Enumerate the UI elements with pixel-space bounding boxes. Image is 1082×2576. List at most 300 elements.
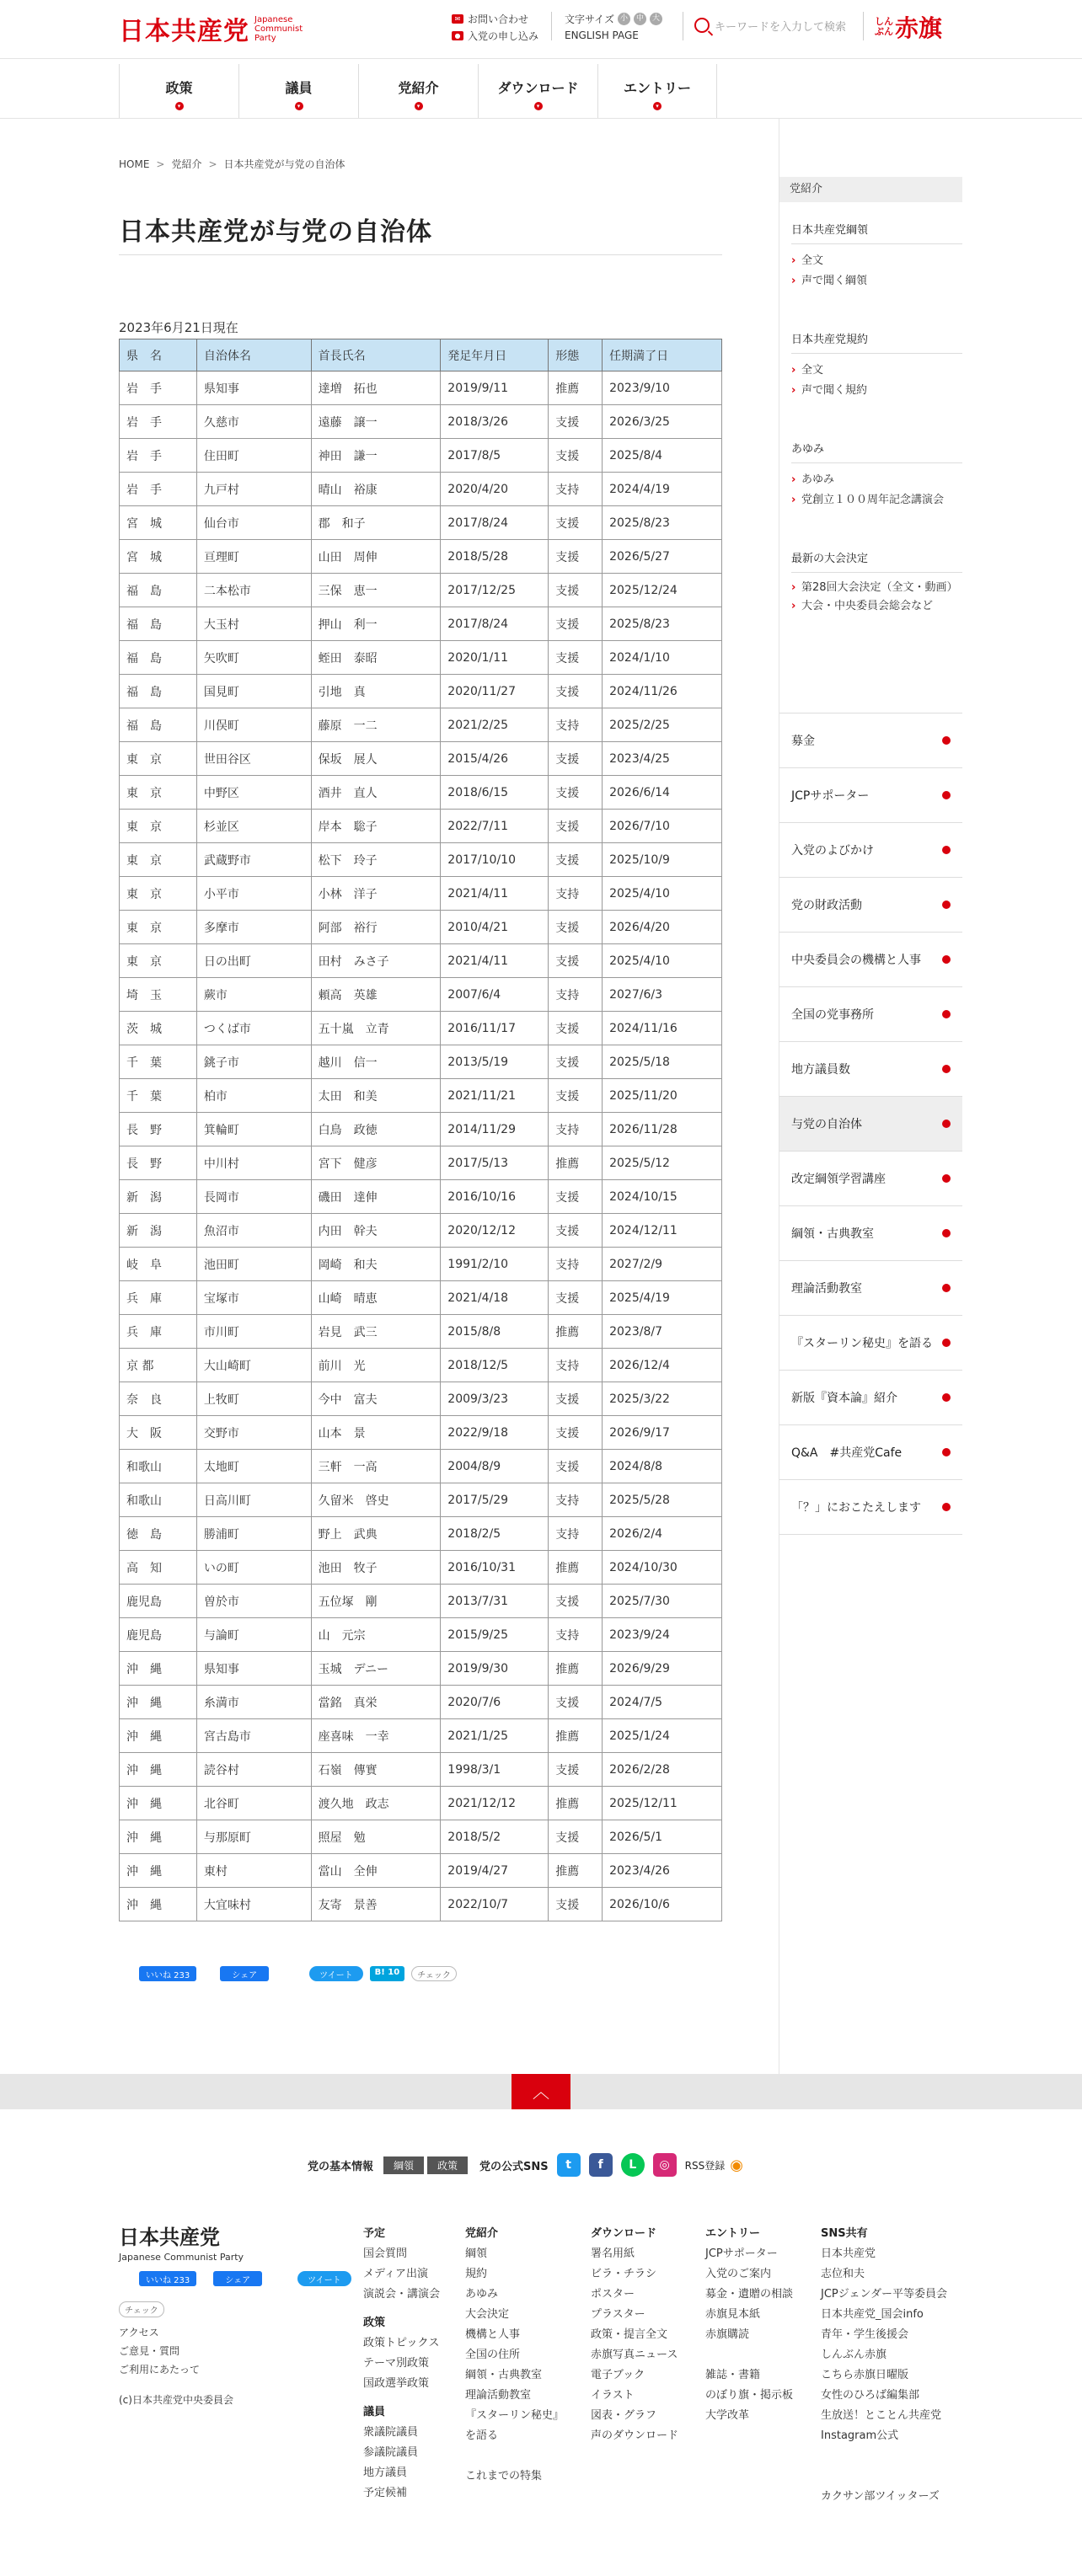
cell-start-date: 2015/4/26 (441, 742, 549, 776)
sidebar-link[interactable]: › 第28回大会決定（全文・動画） (791, 580, 962, 596)
footer-link[interactable]: 電子ブック (591, 2369, 645, 2381)
person-icon: ● (452, 31, 463, 40)
table-row (120, 1079, 722, 1113)
cell-prefecture: 東 京 (120, 843, 197, 877)
cell-start-date: 2018/2/5 (441, 1517, 549, 1551)
sidebar-menu-label: 新版『資本論』紹介 (791, 1392, 897, 1405)
cell-start-date: 2018/5/2 (441, 1820, 549, 1854)
cell-head-name: 太田 和美 (311, 1079, 441, 1113)
col-start-date: 発足年月日 (441, 339, 549, 371)
cell-prefecture: 新 潟 (120, 1214, 197, 1248)
sidebar-menu-item[interactable] (779, 768, 962, 823)
cell-start-date: 2020/12/12 (441, 1214, 549, 1248)
sidebar-link[interactable]: › 大会・中央委員会総会など (791, 596, 962, 617)
footer-column-title: 議員 (363, 2406, 386, 2418)
footer-link[interactable]: 募金・遺贈の相談 (705, 2288, 794, 2301)
footer-tag-platform[interactable]: 綱領 (383, 2156, 424, 2174)
cell-form: 支援 (549, 810, 603, 843)
cell-prefecture: 新 潟 (120, 1180, 197, 1214)
cell-term-end: 2023/9/10 (603, 371, 722, 405)
check-button[interactable]: チェック (119, 2301, 164, 2317)
search-box[interactable] (694, 13, 854, 37)
cell-prefecture: 沖 縄 (120, 1719, 197, 1753)
cell-municipality: 仙台市 (196, 506, 311, 540)
facebook-share-button[interactable]: シェア (213, 2271, 262, 2286)
footer-link[interactable]: カクサン部ツイッターズ (821, 2490, 940, 2503)
font-size-medium-button[interactable]: 中 (634, 13, 646, 25)
sidebar-menu-item[interactable] (779, 713, 962, 768)
cell-form: 支持 (549, 708, 603, 742)
cell-municipality: 宮古島市 (196, 1719, 311, 1753)
sidebar-link[interactable]: › あゆみ (791, 470, 962, 490)
table-row (120, 1214, 722, 1248)
table-row (120, 1854, 722, 1888)
sidebar-section-title: あゆみ (791, 440, 962, 463)
cell-prefecture: 福 島 (120, 708, 197, 742)
cell-municipality: 上牧町 (196, 1382, 311, 1416)
footer-link[interactable]: JCPサポーター (705, 2247, 778, 2260)
font-size-small-button[interactable]: 小 (618, 13, 630, 25)
sidebar-menu-label: 党の財政活動 (791, 899, 862, 912)
cell-head-name: 白鳥 政徳 (311, 1113, 441, 1146)
footer-link[interactable]: 参議院議員 (363, 2446, 419, 2459)
cell-prefecture: 岩 手 (120, 473, 197, 506)
cell-head-name: 山本 景 (311, 1416, 441, 1450)
cell-start-date: 2018/5/28 (441, 540, 549, 574)
tweet-button[interactable]: ツイート (297, 2271, 351, 2286)
cell-municipality: 池田町 (196, 1248, 311, 1281)
cell-prefecture: 兵 庫 (120, 1281, 197, 1315)
footer-link[interactable]: 青年・学生後援会 (821, 2328, 909, 2341)
sidebar-menu-item[interactable] (779, 1206, 962, 1261)
cell-form: 支援 (549, 1045, 603, 1079)
cell-start-date: 2018/3/26 (441, 405, 549, 439)
cell-municipality: 交野市 (196, 1416, 311, 1450)
cell-term-end: 2026/3/25 (603, 405, 722, 439)
chevron-right-icon (942, 1174, 951, 1183)
table-row (120, 1349, 722, 1382)
sidebar-menu-label: 募金 (791, 735, 815, 748)
cell-prefecture: 東 京 (120, 944, 197, 978)
footer-link[interactable]: 『スターリン秘史』 (465, 2409, 565, 2422)
sidebar-section (779, 440, 962, 510)
cell-prefecture: 鹿児島 (120, 1585, 197, 1618)
cell-form: 推薦 (549, 1719, 603, 1753)
footer-link[interactable]: 署名用紙 (591, 2247, 635, 2260)
footer-link[interactable]: 予定候補 (363, 2487, 408, 2499)
cell-prefecture: 沖 縄 (120, 1888, 197, 1921)
footer-link[interactable]: 女性のひろば編集部 (821, 2389, 920, 2402)
table-row (120, 877, 722, 911)
divider (551, 12, 552, 40)
cell-head-name: 池田 牧子 (311, 1551, 441, 1585)
footer-link[interactable]: 志位和夫 (821, 2268, 865, 2280)
official-sns-label: 党の公式SNS (479, 2160, 549, 2173)
footer-link[interactable]: JCPジェンダー平等委員会 (821, 2288, 947, 2301)
table-row (120, 1315, 722, 1349)
footer-misc-links (119, 2323, 200, 2379)
breadcrumb-separator: > (208, 158, 217, 170)
footer-link[interactable]: 大会決定 (465, 2308, 510, 2321)
cell-start-date: 2021/11/21 (441, 1079, 549, 1113)
search-input[interactable]: キーワードを入力して検索 (715, 20, 847, 34)
cell-form: 支援 (549, 911, 603, 944)
table-row (120, 506, 722, 540)
footer-link[interactable]: ポスター (591, 2288, 635, 2301)
sidebar (779, 177, 962, 617)
footer-link[interactable]: 大学改革 (705, 2409, 750, 2422)
cell-term-end: 2026/6/14 (603, 776, 722, 810)
hatena-bookmark-button[interactable]: B! 10 (370, 1966, 405, 1981)
page-top-button[interactable]: ︿ (512, 2074, 570, 2109)
cell-municipality: 蕨市 (196, 978, 311, 1012)
cell-start-date: 2010/4/21 (441, 911, 549, 944)
sidebar-link[interactable]: › 党創立１００周年記念講演会 (791, 490, 962, 510)
font-size-large-button[interactable]: 大 (650, 13, 662, 25)
cell-prefecture: 徳 島 (120, 1517, 197, 1551)
sidebar-link[interactable]: › 全文 (791, 361, 962, 381)
tweet-button[interactable]: ツイート (309, 1966, 363, 1981)
sidebar-section-title: 最新の大会決定 (791, 549, 962, 573)
facebook-share-button[interactable]: シェア (220, 1966, 269, 1981)
sidebar-menu-item[interactable] (779, 987, 962, 1042)
cell-start-date: 2020/1/11 (441, 641, 549, 675)
footer-link[interactable]: しんぶん赤旗 (821, 2349, 887, 2361)
cell-head-name: 友寄 景善 (311, 1888, 441, 1921)
cell-form: 支援 (549, 439, 603, 473)
table-row (120, 1146, 722, 1180)
table-row (120, 810, 722, 843)
cell-municipality: 住田町 (196, 439, 311, 473)
cell-prefecture: 高 知 (120, 1551, 197, 1585)
facebook-icon[interactable]: f (589, 2153, 613, 2177)
spacer (465, 2446, 564, 2466)
cell-head-name: 當山 全伸 (311, 1854, 441, 1888)
breadcrumb-about[interactable]: 党紹介 (171, 158, 202, 170)
nav-label: 議員 (285, 80, 313, 96)
chevron-right-icon (942, 1229, 951, 1237)
cell-term-end: 2026/4/20 (603, 911, 722, 944)
cell-head-name: 阿部 裕行 (311, 911, 441, 944)
sidebar-link[interactable]: › 全文 (791, 251, 962, 271)
cell-term-end: 2025/4/10 (603, 944, 722, 978)
footer-link[interactable]: 全国の住所 (465, 2349, 521, 2361)
cell-municipality: 日の出町 (196, 944, 311, 978)
footer-link[interactable]: 規約 (465, 2268, 488, 2280)
table-row (120, 574, 722, 607)
cell-head-name: 石嶺 傳實 (311, 1753, 441, 1787)
nav-policy[interactable] (119, 64, 238, 118)
footer-link[interactable]: 理論活動教室 (465, 2389, 532, 2402)
english-page-link[interactable]: ENGLISH PAGE (565, 29, 639, 41)
cell-head-name: 座喜味 一幸 (311, 1719, 441, 1753)
sidebar-menu-item[interactable] (779, 1371, 962, 1425)
feedback-link[interactable]: ご意見・質問 (119, 2345, 180, 2357)
footer-link[interactable]: 政策トピックス (363, 2337, 440, 2349)
cell-start-date: 2013/7/31 (441, 1585, 549, 1618)
footer-link[interactable]: 赤旗見本紙 (705, 2308, 761, 2321)
sidebar-menu-item[interactable] (779, 1316, 962, 1371)
cell-term-end: 2023/9/24 (603, 1618, 722, 1652)
cell-municipality: 杉並区 (196, 810, 311, 843)
footer-link[interactable]: のぼり旗・掲示板 (705, 2389, 794, 2402)
footer-link[interactable]: プラスター (591, 2308, 645, 2321)
cell-head-name: 達増 拓也 (311, 371, 441, 405)
cell-form: 支持 (549, 877, 603, 911)
cell-term-end: 2025/8/23 (603, 506, 722, 540)
footer-link[interactable]: これまでの特集 (465, 2470, 543, 2482)
footer-logo-sub: Japanese Communist Party (119, 2252, 244, 2263)
footer-link[interactable]: 衆議院議員 (363, 2426, 419, 2439)
cell-prefecture: 和歌山 (120, 1483, 197, 1517)
cell-municipality: 日高川町 (196, 1483, 311, 1517)
footer-link[interactable]: 雑誌・書籍 (705, 2369, 761, 2381)
cell-municipality: 九戸村 (196, 473, 311, 506)
footer-link[interactable]: 赤旗購読 (705, 2328, 750, 2341)
chevron-down-icon: ▾ (534, 102, 543, 110)
cell-prefecture: 宮 城 (120, 540, 197, 574)
cell-term-end: 2024/11/16 (603, 1012, 722, 1045)
cell-prefecture: 岩 手 (120, 371, 197, 405)
footer-link[interactable]: テーマ別政策 (363, 2357, 430, 2370)
sidebar-link[interactable]: › 声で聞く綱領 (791, 271, 962, 291)
footer-link[interactable]: 日本共産党 (821, 2247, 876, 2260)
sidebar-section-title: 日本共産党規約 (791, 330, 962, 354)
table-row (120, 1483, 722, 1517)
cell-prefecture: 沖 縄 (120, 1686, 197, 1719)
cell-form: 推薦 (549, 1787, 603, 1820)
footer-logo[interactable] (119, 2221, 244, 2263)
join-link[interactable]: 入党の申し込み (468, 29, 539, 42)
cell-head-name: 内田 幹夫 (311, 1214, 441, 1248)
cell-municipality: 糸満市 (196, 1686, 311, 1719)
cell-municipality: 宝塚市 (196, 1281, 311, 1315)
cell-head-name: 郡 和子 (311, 506, 441, 540)
cell-form: 支持 (549, 1349, 603, 1382)
line-icon[interactable]: L (621, 2153, 645, 2177)
cell-term-end: 2025/1/24 (603, 1719, 722, 1753)
cell-prefecture: 沖 縄 (120, 1652, 197, 1686)
font-size-label: 文字サイズ (565, 13, 615, 25)
nav-entry[interactable] (597, 64, 717, 118)
breadcrumb-home[interactable]: HOME (119, 158, 150, 170)
sidebar-menu-item[interactable] (779, 1097, 962, 1152)
footer-tag-policy[interactable]: 政策 (427, 2156, 468, 2174)
table-row (120, 1787, 722, 1820)
footer-link[interactable]: 赤旗写真ニュース (591, 2349, 678, 2361)
check-button[interactable]: チェック (411, 1966, 457, 1981)
as-of-date: 2023年6月21日現在 (119, 320, 238, 335)
sidebar-menu-item[interactable] (779, 1480, 962, 1535)
cell-term-end: 2026/9/29 (603, 1652, 722, 1686)
sidebar-menu-label: 中央委員会の機構と人事 (791, 954, 921, 967)
basic-info-label: 党の基本情報 (308, 2160, 374, 2173)
cell-start-date: 2017/12/25 (441, 574, 549, 607)
nav-download[interactable] (478, 64, 597, 118)
footer-link[interactable]: 国政選挙政策 (363, 2377, 430, 2390)
chevron-right-icon (942, 1010, 951, 1018)
cell-municipality: 川俣町 (196, 708, 311, 742)
cell-municipality: 東村 (196, 1854, 311, 1888)
cell-form: 支持 (549, 1113, 603, 1146)
sidebar-menu-label: 与党の自治体 (791, 1118, 862, 1131)
facebook-like-button[interactable]: いいね 233 (139, 1966, 196, 1981)
chevron-right-icon (942, 1503, 951, 1511)
sidebar-menu-item[interactable] (779, 1152, 962, 1206)
sidebar-menu-item[interactable] (779, 823, 962, 878)
cell-head-name: 神田 謙一 (311, 439, 441, 473)
rss-label[interactable]: RSS登録 (684, 2159, 726, 2172)
footer-link[interactable]: あゆみ (465, 2288, 499, 2301)
cell-term-end: 2026/12/4 (603, 1349, 722, 1382)
cell-start-date: 2017/10/10 (441, 843, 549, 877)
cell-term-end: 2025/5/12 (603, 1146, 722, 1180)
cell-term-end: 2025/8/4 (603, 439, 722, 473)
nav-label: 政策 (165, 80, 193, 96)
access-link[interactable]: アクセス (119, 2327, 159, 2338)
sidebar-menu-label: 改定綱領学習講座 (791, 1173, 886, 1186)
cell-head-name: 晴山 裕康 (311, 473, 441, 506)
footer-column-title: ダウンロード (591, 2227, 657, 2240)
footer-link[interactable]: イラスト (591, 2389, 635, 2402)
cell-municipality: 県知事 (196, 1652, 311, 1686)
breadcrumb (119, 157, 345, 171)
footer-link[interactable]: メディア出演 (363, 2268, 428, 2280)
cell-form: 支援 (549, 540, 603, 574)
cell-term-end: 2024/12/11 (603, 1214, 722, 1248)
cell-prefecture: 岩 手 (120, 439, 197, 473)
footer-link[interactable]: Instagram公式 (821, 2429, 899, 2442)
footer-link[interactable]: 入党のご案内 (705, 2268, 772, 2280)
sidebar-menu-item[interactable] (779, 1261, 962, 1316)
twitter-icon[interactable]: t (557, 2153, 581, 2177)
site-logo[interactable] (119, 10, 303, 47)
cell-form: 推薦 (549, 1551, 603, 1585)
cell-head-name: 岩見 武三 (311, 1315, 441, 1349)
footer-link[interactable]: 演説会・講演会 (363, 2288, 441, 2301)
footer-link[interactable]: 綱領・古典教室 (465, 2369, 543, 2381)
footer-column (591, 2224, 678, 2446)
municipalities-table (119, 339, 722, 1921)
table-row (120, 641, 722, 675)
sidebar-menu-label: 入党のよびかけ (791, 844, 874, 858)
footer-link[interactable]: を語る (465, 2429, 499, 2442)
table-row (120, 1180, 722, 1214)
footer-link[interactable]: 国会質問 (363, 2247, 408, 2260)
footer-link[interactable]: 生放送！とことん共産党 (821, 2409, 942, 2422)
footer-link[interactable]: 声のダウンロード (591, 2429, 679, 2442)
sidebar-menu (779, 713, 962, 1535)
sidebar-menu-item[interactable] (779, 878, 962, 933)
rss-icon[interactable]: ◉ (730, 2156, 743, 2174)
akahata-link[interactable] (875, 10, 942, 44)
cell-start-date: 2021/1/25 (441, 1719, 549, 1753)
terms-link[interactable]: ご利用にあたって (119, 2364, 201, 2376)
nav-label: ダウンロード (497, 80, 579, 96)
cell-municipality: 二本松市 (196, 574, 311, 607)
col-municipality: 自治体名 (196, 339, 311, 371)
table-row (120, 1719, 722, 1753)
footer-column (465, 2224, 564, 2487)
cell-term-end: 2024/10/15 (603, 1180, 722, 1214)
footer-column-title: 党紹介 (465, 2227, 499, 2240)
cell-head-name: 照屋 勉 (311, 1820, 441, 1854)
footer-column (705, 2224, 793, 2426)
sidebar-menu-item[interactable] (779, 1425, 962, 1480)
contact-link[interactable]: お問い合わせ (468, 13, 529, 25)
breadcrumb-separator: > (156, 158, 165, 170)
table-row (120, 1045, 722, 1079)
sidebar-menu-item[interactable] (779, 933, 962, 987)
cell-municipality: 与論町 (196, 1618, 311, 1652)
cell-term-end: 2025/12/11 (603, 1787, 722, 1820)
divider (863, 12, 864, 40)
cell-municipality: 勝浦町 (196, 1517, 311, 1551)
sidebar-menu-item[interactable] (779, 1042, 962, 1097)
cell-form: 支持 (549, 1517, 603, 1551)
cell-start-date: 2020/11/27 (441, 675, 549, 708)
instagram-icon[interactable]: ◎ (653, 2153, 677, 2177)
sidebar-menu-label: Q&A #共産党Cafe (791, 1446, 903, 1460)
footer-link[interactable]: 綱領 (465, 2247, 488, 2260)
footer-link[interactable]: 地方議員 (363, 2466, 408, 2479)
footer-link[interactable]: 政策・提言全文 (591, 2328, 668, 2341)
cell-prefecture: 岐 阜 (120, 1248, 197, 1281)
cell-head-name: 遠藤 譲一 (311, 405, 441, 439)
cell-municipality: 亘理町 (196, 540, 311, 574)
col-form: 形態 (549, 339, 603, 371)
cell-form: 支援 (549, 506, 603, 540)
footer-info-bar (308, 2153, 743, 2177)
nav-members[interactable] (238, 64, 358, 118)
footer-link[interactable]: 日本共産党_国会info (821, 2308, 924, 2321)
cell-form: 支援 (549, 1686, 603, 1719)
cell-head-name: 磯田 達伸 (311, 1180, 441, 1214)
cell-prefecture: 東 京 (120, 776, 197, 810)
cell-start-date: 2020/7/6 (441, 1686, 549, 1719)
spacer (821, 2466, 947, 2487)
table-row (120, 675, 722, 708)
sidebar-section (779, 221, 962, 291)
sidebar-link[interactable]: › 声で聞く規約 (791, 381, 962, 401)
global-nav (119, 64, 717, 118)
cell-head-name: 岡崎 和夫 (311, 1248, 441, 1281)
akahata-small-text: しんぶん (875, 16, 893, 37)
nav-about[interactable] (358, 64, 478, 118)
facebook-like-button[interactable]: いいね 233 (139, 2271, 196, 2286)
sidebar-menu-label: 綱領・古典教室 (791, 1227, 874, 1241)
cell-form: 支援 (549, 742, 603, 776)
footer-link[interactable]: こちら赤旗日曜版 (821, 2369, 909, 2381)
cell-form: 支援 (549, 1888, 603, 1921)
cell-term-end: 2026/9/17 (603, 1416, 722, 1450)
footer-link[interactable]: 図表・グラフ (591, 2409, 657, 2422)
cell-head-name: 田村 みさ子 (311, 944, 441, 978)
sidebar-section (779, 330, 962, 401)
nav-label: 党紹介 (398, 80, 439, 96)
footer-link[interactable]: ビラ・チラシ (591, 2268, 657, 2280)
table-row (120, 607, 722, 641)
cell-term-end: 2024/4/19 (603, 473, 722, 506)
footer-link[interactable]: 機構と人事 (465, 2328, 521, 2341)
cell-start-date: 2009/3/23 (441, 1382, 549, 1416)
cell-prefecture: 兵 庫 (120, 1315, 197, 1349)
cell-start-date: 2004/8/9 (441, 1450, 549, 1483)
sidebar-menu-label: 全国の党事務所 (791, 1008, 874, 1022)
cell-form: 支援 (549, 675, 603, 708)
cell-start-date: 2017/8/24 (441, 607, 549, 641)
table-row (120, 1585, 722, 1618)
